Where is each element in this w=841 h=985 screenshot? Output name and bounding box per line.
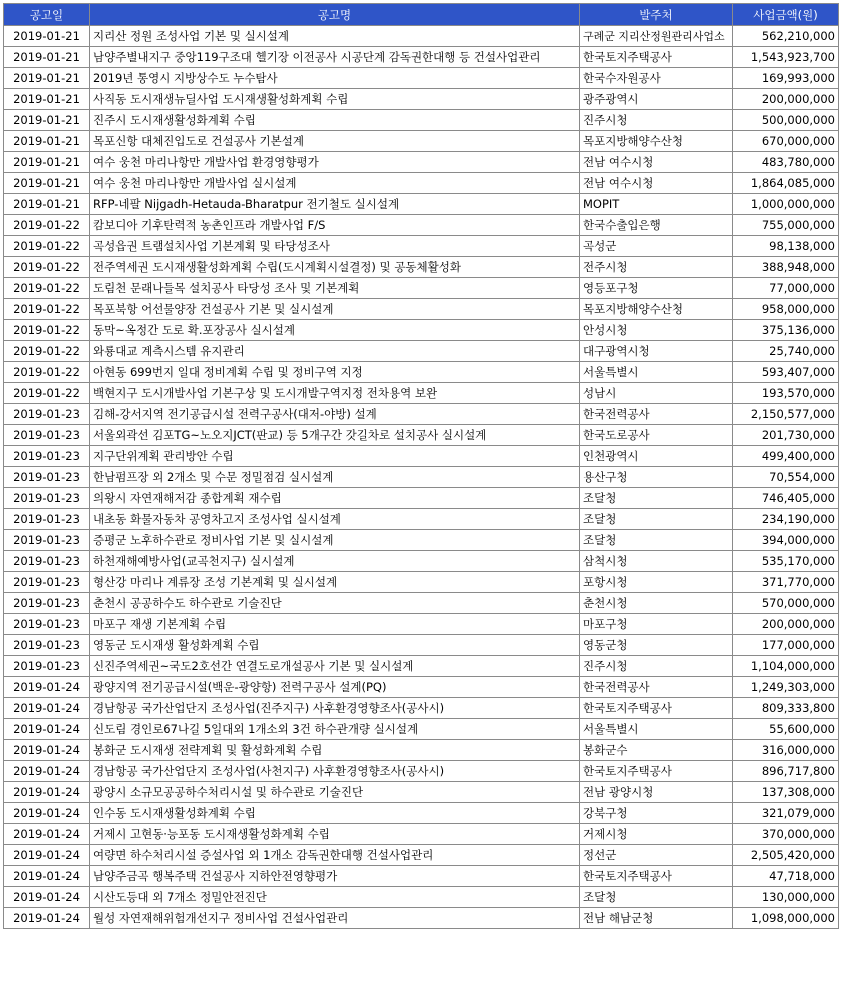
- cell-title: 봉화군 도시재생 전략계획 및 활성화계획 수립: [90, 740, 580, 761]
- cell-title: RFP-네팔 Nijgadh-Hetauda-Bharatpur 전기철도 실시설계: [90, 194, 580, 215]
- cell-date: 2019-01-22: [4, 362, 90, 383]
- table-row: [4, 614, 839, 635]
- cell-amount: 177,000,000: [733, 635, 839, 656]
- table-row: [4, 236, 839, 257]
- cell-date: 2019-01-21: [4, 131, 90, 152]
- cell-amount: 47,718,000: [733, 866, 839, 887]
- cell-date: 2019-01-24: [4, 845, 90, 866]
- cell-client: 진주시청: [580, 110, 733, 131]
- table-row: [4, 908, 839, 929]
- table-body: [4, 26, 839, 929]
- cell-date: 2019-01-24: [4, 677, 90, 698]
- cell-client: 조달청: [580, 530, 733, 551]
- cell-client: 전남 광양시청: [580, 782, 733, 803]
- cell-client: 조달청: [580, 488, 733, 509]
- cell-date: 2019-01-22: [4, 341, 90, 362]
- table-row: [4, 194, 839, 215]
- cell-client: 서울특별시: [580, 362, 733, 383]
- cell-date: 2019-01-24: [4, 719, 90, 740]
- cell-client: 구례군 지리산정원관리사업소: [580, 26, 733, 47]
- table-row: [4, 152, 839, 173]
- cell-title: 아현동 699번지 일대 정비계획 수립 및 정비구역 지정: [90, 362, 580, 383]
- cell-amount: 670,000,000: [733, 131, 839, 152]
- table-row: [4, 341, 839, 362]
- table-row: [4, 677, 839, 698]
- cell-title: 거제시 고현동·능포동 도시재생활성화계획 수립: [90, 824, 580, 845]
- cell-amount: 70,554,000: [733, 467, 839, 488]
- cell-title: 인수동 도시재생활성화계획 수립: [90, 803, 580, 824]
- cell-client: 곡성군: [580, 236, 733, 257]
- cell-client: 조달청: [580, 887, 733, 908]
- cell-title: 도림천 문래나들목 설치공사 타당성 조사 및 기본계획: [90, 278, 580, 299]
- cell-title: 하천재해예방사업(교곡천지구) 실시설계: [90, 551, 580, 572]
- cell-amount: 1,098,000,000: [733, 908, 839, 929]
- table-row: [4, 110, 839, 131]
- cell-amount: 570,000,000: [733, 593, 839, 614]
- cell-client: 전남 여수시청: [580, 173, 733, 194]
- table-row: [4, 89, 839, 110]
- cell-date: 2019-01-22: [4, 257, 90, 278]
- cell-date: 2019-01-23: [4, 635, 90, 656]
- cell-title: 여량면 하수처리시설 증설사업 외 1개소 감독권한대행 건설사업관리: [90, 845, 580, 866]
- table-row: [4, 488, 839, 509]
- table-row: [4, 68, 839, 89]
- cell-amount: 896,717,800: [733, 761, 839, 782]
- table-row: [4, 530, 839, 551]
- cell-client: 한국수출입은행: [580, 215, 733, 236]
- cell-title: 형산강 마리나 계류장 조성 기본계획 및 실시설계: [90, 572, 580, 593]
- cell-client: 포항시청: [580, 572, 733, 593]
- cell-amount: 562,210,000: [733, 26, 839, 47]
- cell-title: 신도림 경인로67나길 5일대외 1개소외 3건 하수관개량 실시설계: [90, 719, 580, 740]
- table-row: [4, 299, 839, 320]
- cell-title: 여수 웅천 마리나항만 개발사업 실시설계: [90, 173, 580, 194]
- cell-date: 2019-01-21: [4, 68, 90, 89]
- cell-amount: 201,730,000: [733, 425, 839, 446]
- cell-date: 2019-01-22: [4, 320, 90, 341]
- cell-title: 증평군 노후하수관로 정비사업 기본 및 실시설계: [90, 530, 580, 551]
- cell-amount: 500,000,000: [733, 110, 839, 131]
- cell-amount: 77,000,000: [733, 278, 839, 299]
- cell-amount: 375,136,000: [733, 320, 839, 341]
- table-row: [4, 824, 839, 845]
- table-row: [4, 866, 839, 887]
- cell-date: 2019-01-24: [4, 908, 90, 929]
- cell-amount: 234,190,000: [733, 509, 839, 530]
- cell-date: 2019-01-23: [4, 593, 90, 614]
- cell-title: 2019년 통영시 지방상수도 누수탐사: [90, 68, 580, 89]
- cell-date: 2019-01-22: [4, 215, 90, 236]
- cell-amount: 746,405,000: [733, 488, 839, 509]
- cell-amount: 593,407,000: [733, 362, 839, 383]
- cell-title: 영동군 도시재생 활성화계획 수립: [90, 635, 580, 656]
- cell-client: 전남 여수시청: [580, 152, 733, 173]
- cell-date: 2019-01-22: [4, 236, 90, 257]
- cell-date: 2019-01-21: [4, 26, 90, 47]
- cell-date: 2019-01-21: [4, 194, 90, 215]
- cell-client: 강북구청: [580, 803, 733, 824]
- cell-title: 내초동 화물자동차 공영차고지 조성사업 실시설계: [90, 509, 580, 530]
- cell-date: 2019-01-23: [4, 404, 90, 425]
- table-row: [4, 257, 839, 278]
- cell-title: 지구단위계획 관리방안 수립: [90, 446, 580, 467]
- cell-date: 2019-01-22: [4, 278, 90, 299]
- cell-title: 시산도등대 외 7개소 정밀안전진단: [90, 887, 580, 908]
- table-row: [4, 740, 839, 761]
- cell-amount: 388,948,000: [733, 257, 839, 278]
- cell-date: 2019-01-24: [4, 782, 90, 803]
- cell-client: 전남 해남군청: [580, 908, 733, 929]
- cell-amount: 321,079,000: [733, 803, 839, 824]
- cell-title: 신진주역세권~국도2호선간 연결도로개설공사 기본 및 실시설계: [90, 656, 580, 677]
- cell-date: 2019-01-22: [4, 383, 90, 404]
- cell-client: 성남시: [580, 383, 733, 404]
- cell-client: 거제시청: [580, 824, 733, 845]
- cell-amount: 483,780,000: [733, 152, 839, 173]
- cell-date: 2019-01-23: [4, 509, 90, 530]
- tender-table: [3, 3, 839, 929]
- table-row: [4, 362, 839, 383]
- cell-amount: 200,000,000: [733, 89, 839, 110]
- table-row: [4, 782, 839, 803]
- cell-date: 2019-01-24: [4, 740, 90, 761]
- cell-amount: 55,600,000: [733, 719, 839, 740]
- table-row: [4, 404, 839, 425]
- cell-title: 월성 자연재해위험개선지구 정비사업 건설사업관리: [90, 908, 580, 929]
- table-row: [4, 887, 839, 908]
- cell-client: 진주시청: [580, 656, 733, 677]
- table-row: [4, 656, 839, 677]
- cell-amount: 25,740,000: [733, 341, 839, 362]
- table-row: [4, 698, 839, 719]
- table-row: [4, 719, 839, 740]
- cell-date: 2019-01-24: [4, 803, 90, 824]
- cell-client: 한국토지주택공사: [580, 698, 733, 719]
- cell-client: 전주시청: [580, 257, 733, 278]
- cell-title: 여수 웅천 마리나항만 개발사업 환경영향평가: [90, 152, 580, 173]
- cell-date: 2019-01-21: [4, 152, 90, 173]
- cell-client: 대구광역시청: [580, 341, 733, 362]
- cell-client: 한국전력공사: [580, 404, 733, 425]
- cell-client: 조달청: [580, 509, 733, 530]
- cell-date: 2019-01-24: [4, 698, 90, 719]
- col-header-title: 공고명: [90, 4, 580, 26]
- cell-date: 2019-01-23: [4, 551, 90, 572]
- cell-title: 광양시 소규모공공하수처리시설 및 하수관로 기술진단: [90, 782, 580, 803]
- cell-amount: 200,000,000: [733, 614, 839, 635]
- table-row: [4, 467, 839, 488]
- cell-date: 2019-01-23: [4, 572, 90, 593]
- cell-amount: 130,000,000: [733, 887, 839, 908]
- cell-title: 남양주금곡 행복주택 건설공사 지하안전영향평가: [90, 866, 580, 887]
- table-row: [4, 26, 839, 47]
- cell-date: 2019-01-23: [4, 446, 90, 467]
- cell-amount: 370,000,000: [733, 824, 839, 845]
- col-header-date: 공고일: [4, 4, 90, 26]
- cell-amount: 371,770,000: [733, 572, 839, 593]
- col-header-amount: 사업금액(원): [733, 4, 839, 26]
- cell-amount: 1,104,000,000: [733, 656, 839, 677]
- cell-client: 한국전력공사: [580, 677, 733, 698]
- table-row: [4, 593, 839, 614]
- cell-amount: 2,150,577,000: [733, 404, 839, 425]
- cell-title: 경남항공 국가산업단지 조성사업(사천지구) 사후환경영향조사(공사시): [90, 761, 580, 782]
- cell-amount: 169,993,000: [733, 68, 839, 89]
- cell-title: 한남펌프장 외 2개소 및 수문 정밀점검 실시설계: [90, 467, 580, 488]
- cell-amount: 958,000,000: [733, 299, 839, 320]
- table-row: [4, 215, 839, 236]
- table-row: [4, 278, 839, 299]
- cell-client: 목포지방해양수산청: [580, 131, 733, 152]
- col-header-client: 발주처: [580, 4, 733, 26]
- table-row: [4, 761, 839, 782]
- cell-client: 영등포구청: [580, 278, 733, 299]
- cell-amount: 1,249,303,000: [733, 677, 839, 698]
- cell-title: 김해-강서지역 전기공급시설 전력구공사(대저-야방) 설계: [90, 404, 580, 425]
- cell-client: 영동군청: [580, 635, 733, 656]
- table-row: [4, 383, 839, 404]
- table-row: [4, 845, 839, 866]
- cell-date: 2019-01-21: [4, 89, 90, 110]
- cell-client: 마포구청: [580, 614, 733, 635]
- cell-title: 광양지역 전기공급시설(백운-광양항) 전력구공사 설계(PQ): [90, 677, 580, 698]
- cell-client: 용산구청: [580, 467, 733, 488]
- cell-amount: 193,570,000: [733, 383, 839, 404]
- table-row: [4, 446, 839, 467]
- cell-client: 한국토지주택공사: [580, 866, 733, 887]
- table-row: [4, 320, 839, 341]
- cell-date: 2019-01-21: [4, 173, 90, 194]
- cell-date: 2019-01-24: [4, 761, 90, 782]
- table-row: [4, 803, 839, 824]
- cell-date: 2019-01-23: [4, 425, 90, 446]
- cell-amount: 98,138,000: [733, 236, 839, 257]
- cell-client: 목포지방해양수산청: [580, 299, 733, 320]
- cell-title: 전주역세권 도시재생활성화계획 수립(도시계획시설결정) 및 공동체활성화: [90, 257, 580, 278]
- cell-client: 서울특별시: [580, 719, 733, 740]
- cell-amount: 755,000,000: [733, 215, 839, 236]
- cell-title: 진주시 도시재생활성화계획 수립: [90, 110, 580, 131]
- cell-amount: 1,864,085,000: [733, 173, 839, 194]
- cell-title: 경남항공 국가산업단지 조성사업(진주지구) 사후환경영향조사(공사시): [90, 698, 580, 719]
- cell-amount: 809,333,800: [733, 698, 839, 719]
- table-row: [4, 509, 839, 530]
- cell-title: 목포북항 어선물양장 건설공사 기본 및 실시설계: [90, 299, 580, 320]
- cell-client: 안성시청: [580, 320, 733, 341]
- cell-date: 2019-01-23: [4, 467, 90, 488]
- cell-client: 한국수자원공사: [580, 68, 733, 89]
- cell-date: 2019-01-23: [4, 656, 90, 677]
- cell-date: 2019-01-23: [4, 614, 90, 635]
- cell-title: 마포구 재생 기본계획 수립: [90, 614, 580, 635]
- cell-title: 캄보디아 기후탄력적 농촌인프라 개발사업 F/S: [90, 215, 580, 236]
- cell-title: 동막~옥정간 도로 확.포장공사 실시설계: [90, 320, 580, 341]
- cell-title: 곡성읍권 트램설치사업 기본계획 및 타당성조사: [90, 236, 580, 257]
- cell-date: 2019-01-21: [4, 47, 90, 68]
- cell-title: 남양주별내지구 중앙119구조대 헬기장 이전공사 시공단계 감독권한대행 등 건설사업관리: [90, 47, 580, 68]
- cell-amount: 2,505,420,000: [733, 845, 839, 866]
- table-row: [4, 635, 839, 656]
- cell-client: 봉화군수: [580, 740, 733, 761]
- cell-amount: 137,308,000: [733, 782, 839, 803]
- header-row: [4, 4, 839, 26]
- cell-amount: 535,170,000: [733, 551, 839, 572]
- table-row: [4, 425, 839, 446]
- cell-client: 한국토지주택공사: [580, 761, 733, 782]
- table-row: [4, 173, 839, 194]
- cell-title: 의왕시 자연재해저감 종합계획 재수립: [90, 488, 580, 509]
- cell-client: 정선군: [580, 845, 733, 866]
- cell-title: 목포신항 대체진입도로 건설공사 기본설계: [90, 131, 580, 152]
- cell-amount: 1,000,000,000: [733, 194, 839, 215]
- cell-title: 백현지구 도시개발사업 기본구상 및 도시개발구역지정 전차용역 보완: [90, 383, 580, 404]
- cell-date: 2019-01-24: [4, 887, 90, 908]
- cell-amount: 316,000,000: [733, 740, 839, 761]
- cell-date: 2019-01-24: [4, 824, 90, 845]
- table-row: [4, 47, 839, 68]
- cell-client: MOPIT: [580, 194, 733, 215]
- cell-date: 2019-01-23: [4, 488, 90, 509]
- cell-date: 2019-01-23: [4, 530, 90, 551]
- cell-client: 춘천시청: [580, 593, 733, 614]
- cell-amount: 499,400,000: [733, 446, 839, 467]
- cell-date: 2019-01-21: [4, 110, 90, 131]
- cell-title: 서울외곽선 김포TG~노오지JCT(판교) 등 5개구간 갓길차로 설치공사 실시설계: [90, 425, 580, 446]
- cell-client: 한국토지주택공사: [580, 47, 733, 68]
- cell-amount: 394,000,000: [733, 530, 839, 551]
- cell-client: 한국도로공사: [580, 425, 733, 446]
- cell-title: 춘천시 공공하수도 하수관로 기술진단: [90, 593, 580, 614]
- cell-client: 인천광역시: [580, 446, 733, 467]
- cell-title: 사직동 도시재생뉴딜사업 도시재생활성화계획 수립: [90, 89, 580, 110]
- cell-client: 광주광역시: [580, 89, 733, 110]
- cell-client: 삼척시청: [580, 551, 733, 572]
- cell-title: 지리산 정원 조성사업 기본 및 실시설계: [90, 26, 580, 47]
- table-row: [4, 131, 839, 152]
- cell-title: 와룡대교 계측시스템 유지관리: [90, 341, 580, 362]
- table-row: [4, 551, 839, 572]
- cell-date: 2019-01-24: [4, 866, 90, 887]
- cell-date: 2019-01-22: [4, 299, 90, 320]
- cell-amount: 1,543,923,700: [733, 47, 839, 68]
- table-row: [4, 572, 839, 593]
